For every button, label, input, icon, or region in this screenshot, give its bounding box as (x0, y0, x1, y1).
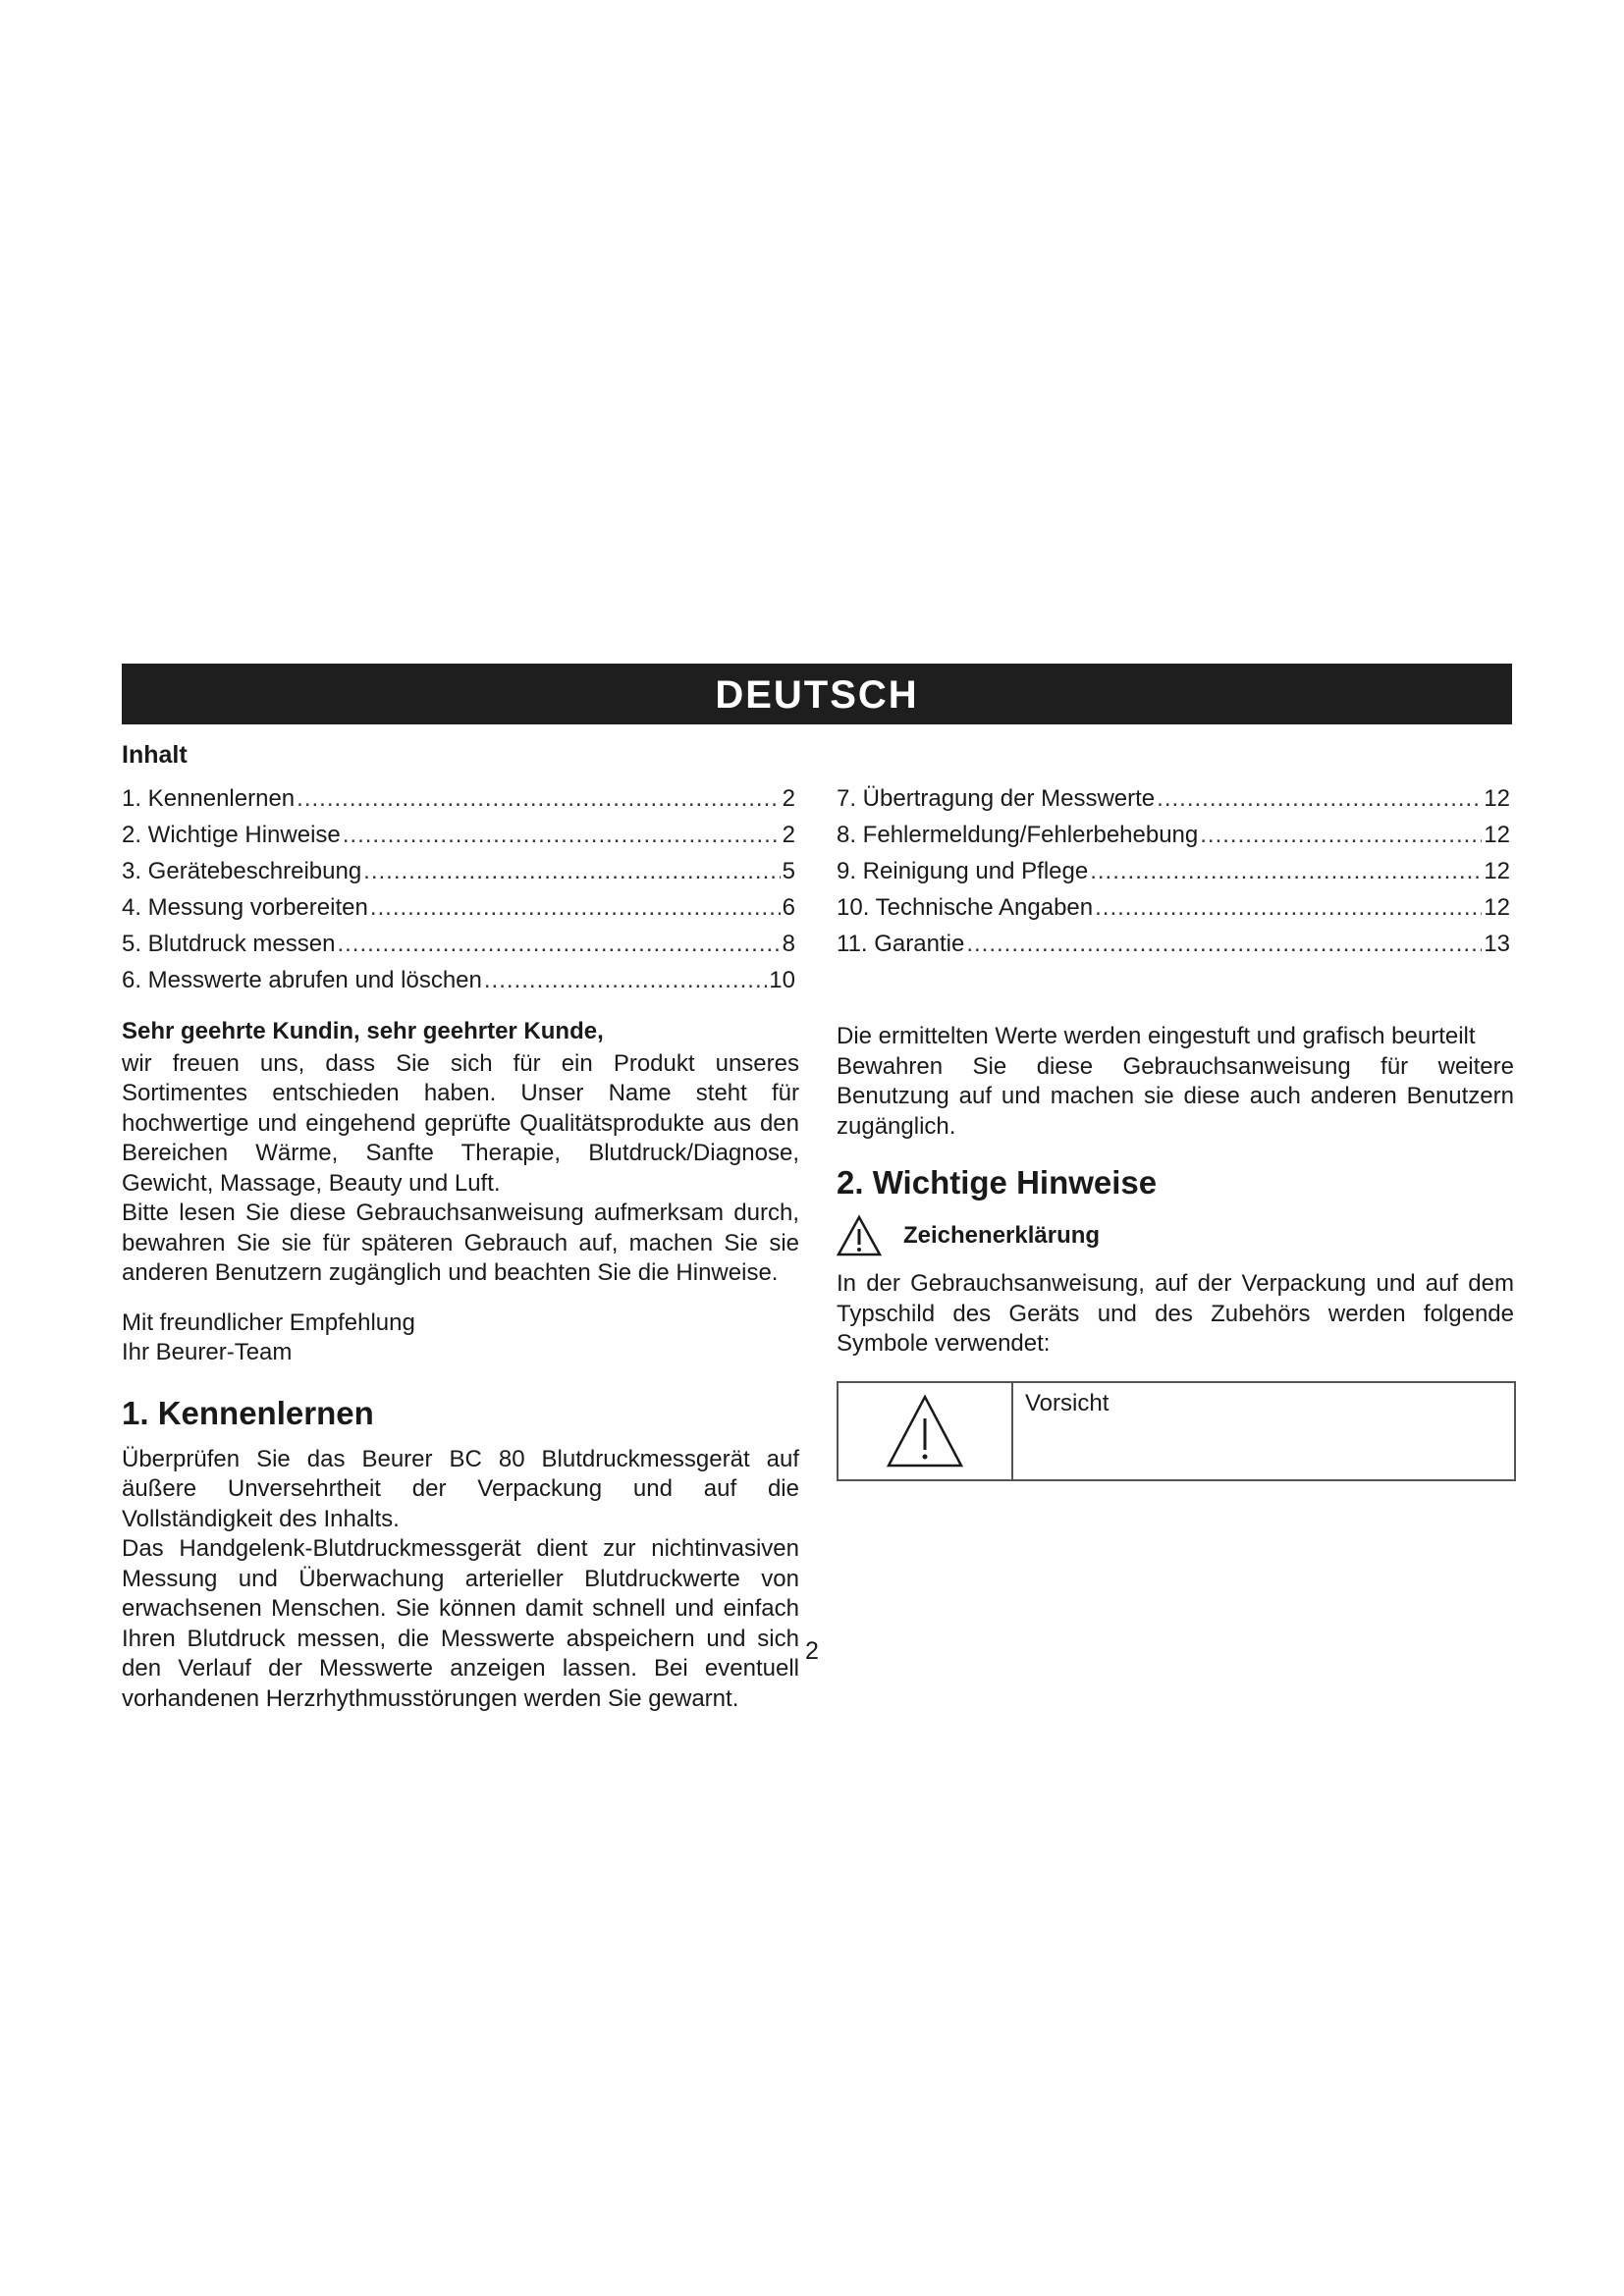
toc-title: Inhalt (122, 741, 188, 769)
symbol-table (837, 1381, 1516, 1481)
page-number: 2 (805, 1637, 819, 1665)
symbol-legend-heading (837, 1214, 1514, 1257)
warning-triangle-icon (837, 1214, 882, 1257)
toc-entry[interactable]: 11. Garantie ..... 13 (837, 931, 1510, 967)
section1-paragraph: Überprüfen Sie das Beurer BC 80 Blutdruckmessgerät auf äußere Unversehrtheit der Verpackung und auf die Vollständigkeit des Inhalts. (122, 1445, 799, 1532)
toc-entry[interactable]: 2. Wichtige Hinweise ..... 2 (122, 822, 795, 858)
signoff-line: Ihr Beurer-Team (122, 1339, 293, 1365)
toc-entry[interactable]: 9. Reinigung und Pflege ..... 12 (837, 858, 1510, 894)
intro-paragraph: wir freuen uns, dass Sie sich für ein Produkt unseres Sortimentes entschieden haben. Unser Name steht für hochwertige und eingehend geprüfte Qualitätsprodukte aus den Bereichen Wärme, Sanfte Therapie, Blutdruck/Diagnose, Gewicht, Massage, Beauty und Luft. (122, 1049, 799, 1197)
section-heading-hinweise: 2. Wichtige Hinweise (837, 1164, 1158, 1201)
symbol-legend-title: Zeichenerklärung (903, 1221, 1101, 1249)
toc-entry[interactable]: 6. Messwerte abrufen und löschen ..... 10 (122, 967, 795, 1003)
section2-paragraph: In der Gebrauchsanweisung, auf der Verpackung und auf dem Typschild des Geräts und des Zubehörs werden folgende Symbole verwendet: (837, 1270, 1514, 1357)
symbol-description: Vorsicht (1025, 1389, 1110, 1416)
toc-entry[interactable]: 5. Blutdruck messen ..... 8 (122, 931, 795, 967)
warning-triangle-icon (885, 1393, 965, 1469)
right-text-column (837, 1022, 1514, 1481)
section1-paragraph: Bewahren Sie diese Gebrauchsanweisung für weitere Benutzung auf und machen sie diese auch anderen Benutzern zugänglich. (837, 1052, 1514, 1140)
toc-entry[interactable]: 3. Gerätebeschreibung ..... 5 (122, 858, 795, 894)
greeting: Sehr geehrte Kundin, sehr geehrter Kunde, (122, 1018, 604, 1044)
toc-entry[interactable]: 10. Technische Angaben ..... 12 (837, 894, 1510, 931)
symbol-cell (839, 1383, 1013, 1479)
section-heading-kennenlernen: 1. Kennenlernen (122, 1394, 374, 1431)
toc-entry[interactable]: 7. Übertragung der Messwerte ..... 12 (837, 785, 1510, 822)
toc-entry[interactable]: 1. Kennenlernen ..... 2 (122, 785, 795, 822)
language-banner: DEUTSCH (122, 664, 1512, 724)
section1-paragraph: Das Handgelenk-Blutdruckmessgerät dient zur nichtinvasiven Messung und Überwachung arterieller Blutdruckwerte von erwachsenen Menschen. Sie können damit schnell und einfach Ihren Blutdruck messen, die Messwerte abspeichern und sich den Verlauf der Messwerte anzeigen lassen. Bei eventuell vorhandenen Herzrhythmusstörungen werden Sie gewarnt. (122, 1535, 799, 1712)
left-text-column (122, 1017, 799, 1714)
toc-right-column (837, 785, 1510, 967)
signoff-line: Mit freundlicher Empfehlung (122, 1308, 415, 1336)
toc-entry[interactable]: 4. Messung vorbereiten ..... 6 (122, 894, 795, 931)
intro-paragraph: Bitte lesen Sie diese Gebrauchsanweisung aufmerksam durch, bewahren Sie sie für späteren Gebrauch auf, machen Sie sie anderen Benutzern zugänglich und beachten Sie die Hinweise. (122, 1200, 799, 1286)
section1-paragraph: Die ermittelten Werte werden eingestuft und grafisch beurteilt (837, 1023, 1476, 1049)
toc-entry[interactable]: 8. Fehlermeldung/Fehlerbehebung ..... 12 (837, 822, 1510, 858)
toc-left-column (122, 785, 795, 1003)
